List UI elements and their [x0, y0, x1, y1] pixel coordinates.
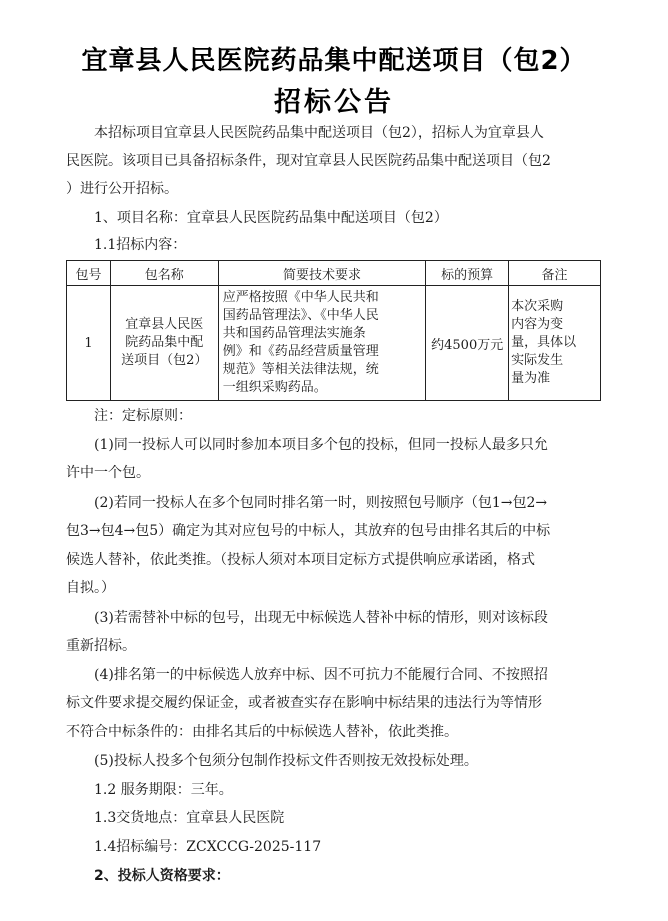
cell-package-name: [110, 286, 218, 401]
intro-line-2: 民医院。该项目已具备招标条件，现对宜章县人民医院药品集中配送项目（包2: [66, 153, 551, 169]
service-period: 1.2 服务期限：三年。: [94, 782, 233, 798]
cell-note: [509, 286, 601, 401]
package-name-line: 送项目（包2）: [121, 353, 208, 368]
note-line: 量为准: [511, 371, 551, 386]
rule-line: 重新招标。: [66, 638, 136, 654]
header-package-name: 包名称: [110, 261, 218, 286]
cell-requirements: [218, 286, 426, 401]
rule-line: 标文件要求提交履约保证金，或者被查实存在影响中标结果的违法行为等情形: [66, 695, 542, 711]
header-budget: 标的预算: [426, 261, 509, 286]
rule-line: (4)排名第一的中标候选人放弃中标、因不可抗力不能履行合同、不按照招: [94, 667, 548, 683]
bid-number: 1.4招标编号：ZCXCCG-2025-117: [94, 839, 322, 855]
rule-line: (3)若需替补中标的包号，出现无中标候选人替补中标的情形，则对该标段: [94, 610, 548, 626]
requirement-line: 例》和《药品经营质量管理: [222, 344, 379, 359]
header-package-no: 包号: [67, 261, 111, 286]
document-subtitle: 招标公告: [274, 87, 394, 118]
requirement-line: 规范》等相关法律法规，统: [222, 362, 379, 377]
rule-line: (2)若同一投标人在多个包同时排名第一时，则按照包号顺序（包1→包2→: [94, 495, 548, 511]
intro-line-3: ）进行公开招标。: [66, 181, 178, 197]
note-line: 量，具体以: [511, 335, 577, 350]
rule-line: 不符合中标条件的：由排名其后的中标候选人替补，依此类推。: [66, 724, 458, 740]
package-name-line: 宜章县人民医: [125, 317, 204, 332]
requirement-line: 共和国药品管理法实施条: [222, 326, 366, 341]
requirement-line: 应严格按照《中华人民共和: [222, 290, 379, 305]
rule-line: (5)投标人投多个包须分包制作投标文件否则按无效投标处理。: [94, 753, 478, 769]
rule-line: 许中一个包。: [66, 465, 150, 481]
subsection-1-1-heading: 1.1招标内容：: [94, 237, 187, 253]
requirement-line: 一组织采购药品。: [222, 380, 327, 395]
note-line: 实际发生: [511, 353, 564, 368]
note-line: 内容为变: [511, 317, 564, 332]
header-note: 备注: [509, 261, 601, 286]
header-requirements: 简要技术要求: [218, 261, 426, 286]
rule-line: 候选人替补，依此类推。（投标人须对本项目定标方式提供响应承诺函，格式: [66, 552, 535, 568]
rule-line: 自拟。）: [66, 580, 115, 596]
note-line: 本次采购: [511, 299, 564, 314]
section2-heading: 2、投标人资格要求：: [94, 868, 230, 884]
note-heading: 注：定标原则：: [94, 408, 192, 424]
section1-heading: 1、项目名称：宜章县人民医院药品集中配送项目（包2）: [94, 210, 448, 226]
cell-budget: 约4500万元: [426, 286, 509, 401]
bid-content-table: [66, 260, 601, 401]
intro-line-1: 本招标项目宜章县人民医院药品集中配送项目（包2），招标人为宜章县人: [94, 125, 544, 141]
package-name-line: 院药品集中配: [125, 335, 204, 350]
document-title: 宜章县人民医院药品集中配送项目（包2）: [81, 46, 587, 76]
cell-package-no: 1: [67, 286, 111, 401]
delivery-place: 1.3交货地点：宜章县人民医院: [94, 810, 285, 826]
table-row: [67, 286, 601, 401]
table-header-row: [67, 261, 601, 286]
rule-line: (1)同一投标人可以同时参加本项目多个包的投标，但同一投标人最多只允: [94, 437, 548, 453]
rule-line: 包3→包4→包5）确定为其对应包号的中标人，其放弃的包号由排名其后的中标: [66, 523, 551, 539]
requirement-line: 国药品管理法》、《中华人民: [222, 308, 379, 323]
